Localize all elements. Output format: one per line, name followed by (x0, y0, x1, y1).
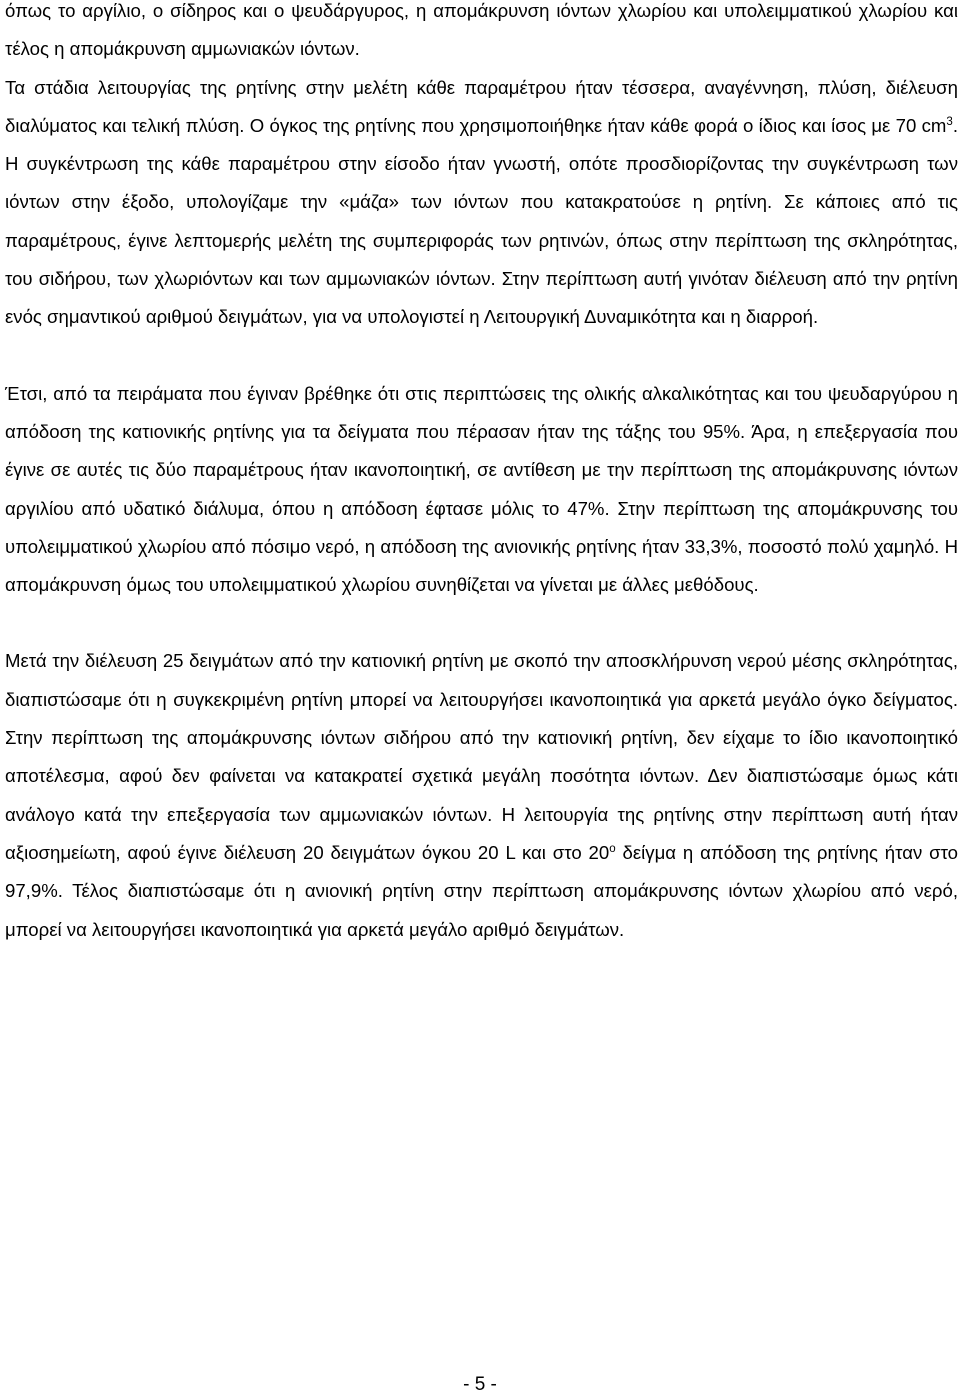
paragraph-1a-text: όπως το αργίλιο, ο σίδηρος και ο ψευδάργυρος, η απομάκρυνση ιόντων χλωρίου και υπολειμματικού χλωρίου και τέλος η απομάκρυνση αμμωνιακών ιόντων. (5, 0, 958, 60)
paragraph-1b-text-start: Τα στάδια λειτουργίας της ρητίνης στην μελέτη κάθε παραμέτρου ήταν τέσσερα, αναγέννηση, πλύση, διέλευση διαλύματος και τελική πλύση. Ο όγκος της ρητίνης που χρησιμοποιήθηκε ήταν κάθε φορά ο ίδιος και ίσος με 70 cm (5, 76, 958, 136)
superscript-ordinal: ο (609, 842, 616, 855)
paragraph-3-text-end: δείγμα η απόδοση της ρητίνης ήταν στο 97,9%. Τέλος διαπιστώσαμε ότι η ανιονική ρητίνη στην περίπτωση απομάκρυνσης ιόντων χλωρίου από νερό, μπορεί να λειτουργήσει ικανοποιητικά για αρκετά μεγάλο αριθμό δειγμάτων. (5, 841, 959, 940)
superscript-cubic: 3 (946, 115, 953, 128)
paragraph-3 (5, 642, 958, 948)
paragraph-3-text-start: Μετά την διέλευση 25 δειγμάτων από την κατιονική ρητίνη με σκοπό την αποσκλήρυνση νερού μέσης σκληρότητας, διαπιστώσαμε ότι η συγκεκριμένη ρητίνη μπορεί να λειτουργήσει ικανοποιητικά για αρκετά μεγάλο όγκο δείγματος. Στην περίπτωση της απομάκρυνσης ιόντων σιδήρου από την κατιονική ρητίνη, δεν είχαμε το ίδιο ικανοποιητικό αποτέλεσμα, αφού δεν φαίνεται να κατακρατεί σχετικά μεγάλη ποσότητα ιόντων. Δεν διαπιστώσαμε όμως κάτι ανάλογο κατά την επεξεργασία των αμμωνιακών ιόντων. Η λειτουργία της ρητίνης στην περίπτωση αυτή ήταν αξιοσημείωτη, αφού έγινε διέλευση 20 δειγμάτων όγκου 20 L και στο 20 (5, 650, 958, 863)
paragraph-gap (5, 604, 958, 642)
paragraph-1a (5, 0, 958, 69)
paragraph-2-text: Έτσι, από τα πειράματα που έγιναν βρέθηκε ότι στις περιπτώσεις της ολικής αλκαλικότητας και του ψευδαργύρου η απόδοση της κατιονικής ρητίνης για τα δείγματα που πέρασαν ήταν της τάξης του 95%. Άρα, η επεξεργασία που έγινε σε αυτές τις δύο παραμέτρους ήταν ικανοποιητική, σε αντίθεση με την περίπτωση της απομάκρυνσης ιόντων αργιλίου από υδατικό διάλυμα, όπου η απόδοση έφτασε μόλις το 47%. Στην περίπτωση της απομάκρυνσης του υπολειμματικού χλωρίου από πόσιμο νερό, η απόδοση της ανιονικής ρητίνης ήταν 33,3%, ποσοστό πολύ χαμηλό. Η απομάκρυνση όμως του υπολειμματικού χλωρίου συνηθίζεται να γίνεται με άλλες μεθόδους. (5, 382, 958, 596)
paragraph-2 (5, 375, 958, 605)
paragraph-gap (5, 337, 958, 375)
paragraph-1b-text-end: . Η συγκέντρωση της κάθε παραμέτρου στην είσοδο ήταν γνωστή, οπότε προσδιορίζοντας την συγκέντρωση των ιόντων στην έξοδο, υπολογίζαμε την «μάζα» των ιόντων που κατακρατούσε η ρητίνη. Σε κάποιες από τις παραμέτρους, έγινε λεπτομερής μελέτη της συμπεριφοράς των ρητινών, όπως στην περίπτωση της σκληρότητας, του σιδήρου, των χλωριόντων και των αμμωνιακών ιόντων. Στην περίπτωση αυτή γινόταν διέλευση από την ρητίνη ενός σημαντικού αριθμού δειγμάτων, για να υπολογιστεί η Λειτουργική Δυναμικότητα και η διαρροή. (5, 114, 958, 328)
page-number: - 5 - (463, 1374, 497, 1395)
document-page (5, 0, 958, 949)
paragraph-1b (5, 69, 958, 337)
